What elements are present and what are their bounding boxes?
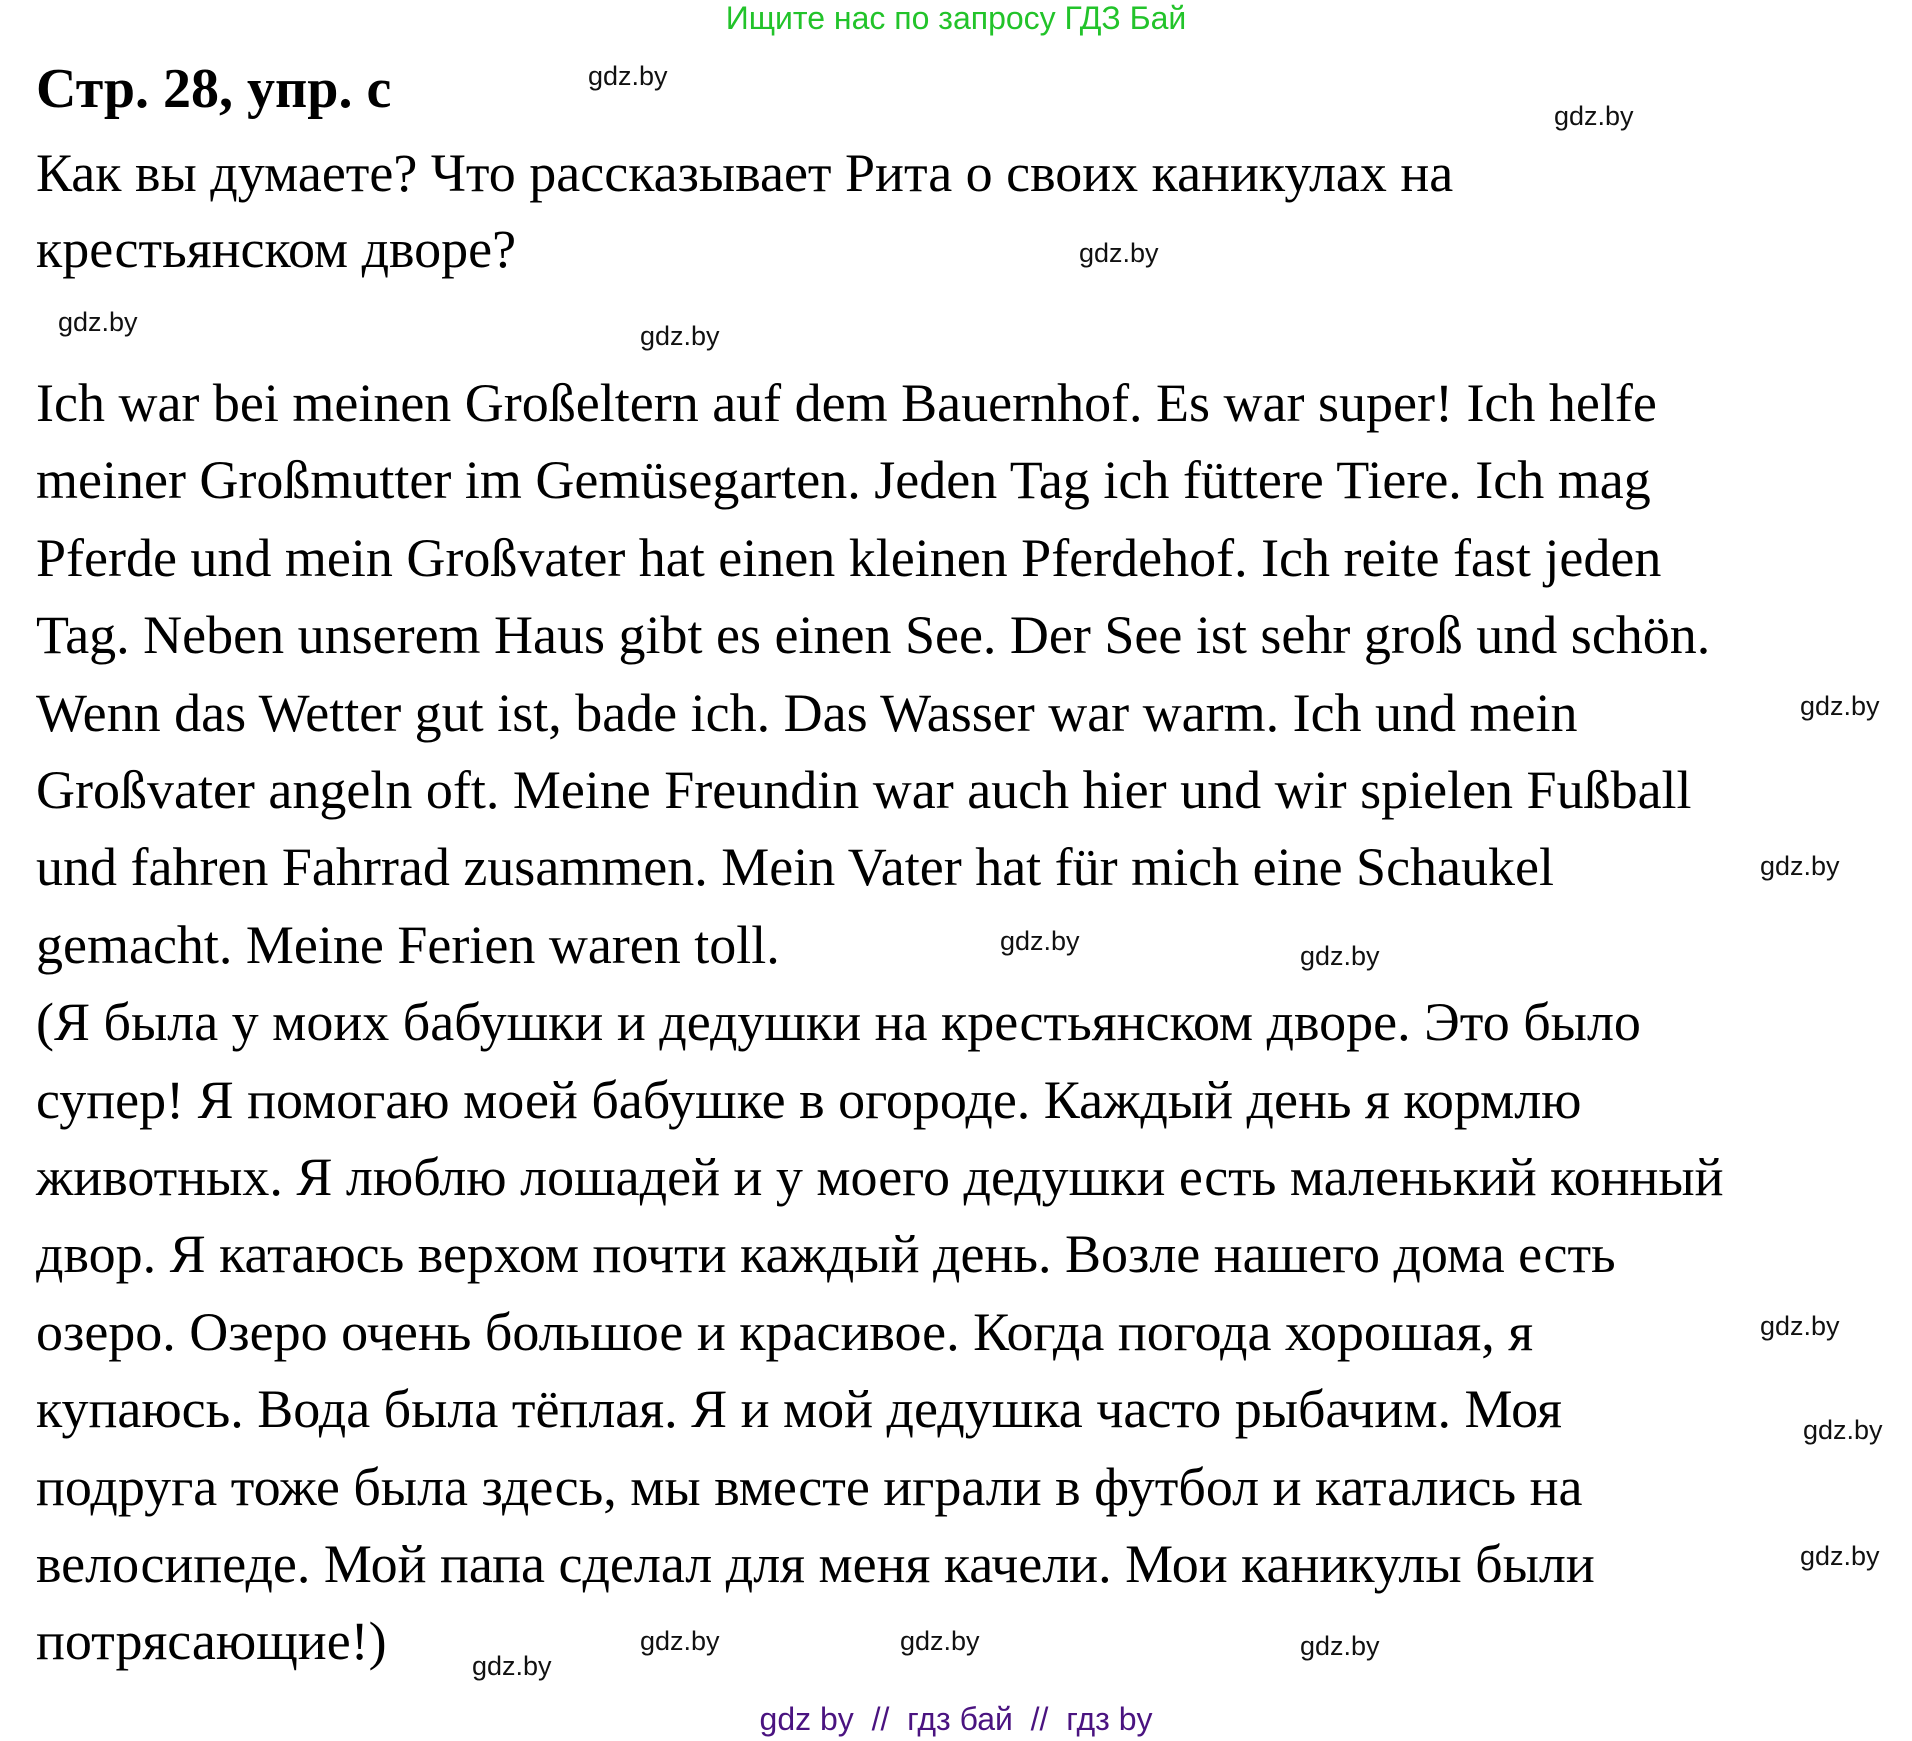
answer-line: meiner Großmutter im Gemüsegarten. Jeden Tag ich füttere Tiere. Ich mag	[36, 450, 1651, 511]
watermark: gdz.by	[640, 321, 720, 351]
watermark: gdz.by	[472, 1651, 552, 1681]
search-banner: Ищите нас по запросу ГДЗ Бай	[725, 0, 1187, 36]
watermark: gdz.by	[1300, 1631, 1380, 1661]
answer-line: (Я была у моих бабушки и дедушки на крестьянском дворе. Это было	[36, 992, 1641, 1053]
answer-line: озеро. Озеро очень большое и красивое. Когда погода хорошая, я	[36, 1301, 1534, 1362]
watermark: gdz.by	[1760, 851, 1840, 881]
watermark: gdz.by	[1800, 1541, 1880, 1571]
answer-line: und fahren Fahrrad zusammen. Mein Vater hat für mich eine Schaukel	[36, 837, 1554, 898]
watermark: gdz.by	[1554, 101, 1634, 131]
page-title: Стр. 28, упр. с	[36, 58, 392, 120]
watermark: gdz.by	[1760, 1311, 1840, 1341]
answer-line: gemacht. Meine Ferien waren toll.	[36, 914, 780, 975]
answer-line: двор. Я катаюсь верхом почти каждый день. Возле нашего дома есть	[36, 1224, 1616, 1285]
watermark: gdz.by	[1800, 691, 1880, 721]
question-line: Как вы думаете? Что рассказывает Рита о своих каникулах на	[36, 143, 1454, 203]
watermark: gdz.by	[58, 307, 138, 337]
watermark: gdz.by	[1803, 1415, 1883, 1445]
answer-line: потрясающие!)	[36, 1611, 387, 1672]
watermark: gdz.by	[640, 1626, 720, 1656]
answer-line: Großvater angeln oft. Meine Freundin war auch hier und wir spielen Fußball	[36, 760, 1692, 820]
answer-line: купаюсь. Вода была тёплая. Я и мой дедушка часто рыбачим. Моя	[36, 1379, 1562, 1440]
answer-line: животных. Я люблю лошадей и у моего дедушки есть маленький конный	[36, 1147, 1724, 1207]
answer-line: Pferde und mein Großvater hat einen kleinen Pferdehof. Ich reite fast jeden	[36, 527, 1662, 588]
answer-line: подруга тоже была здесь, мы вместе играли в футбол и катались на	[36, 1456, 1583, 1517]
watermark: gdz.by	[1000, 926, 1080, 956]
watermark: gdz.by	[1079, 238, 1159, 268]
answer-line: супер! Я помогаю моей бабушке в огороде. Каждый день я кормлю	[36, 1069, 1582, 1130]
watermark: gdz.by	[588, 61, 668, 91]
watermark: gdz.by	[1300, 941, 1380, 971]
footer-watermark: gdz by // гдз бай // гдз by	[759, 1701, 1153, 1737]
question-line: крестьянском дворе?	[36, 219, 517, 279]
answer-line: Ich war bei meinen Großeltern auf dem Bauernhof. Es war super! Ich helfe	[36, 373, 1657, 433]
answer-line: Tag. Neben unserem Haus gibt es einen See. Der See ist sehr groß und schön.	[36, 605, 1711, 666]
watermark: gdz.by	[900, 1626, 980, 1656]
answer-line: велосипеде. Мой папа сделал для меня качели. Мои каникулы были	[36, 1534, 1595, 1594]
answer-line: Wenn das Wetter gut ist, bade ich. Das Wasser war warm. Ich und mein	[36, 682, 1578, 743]
